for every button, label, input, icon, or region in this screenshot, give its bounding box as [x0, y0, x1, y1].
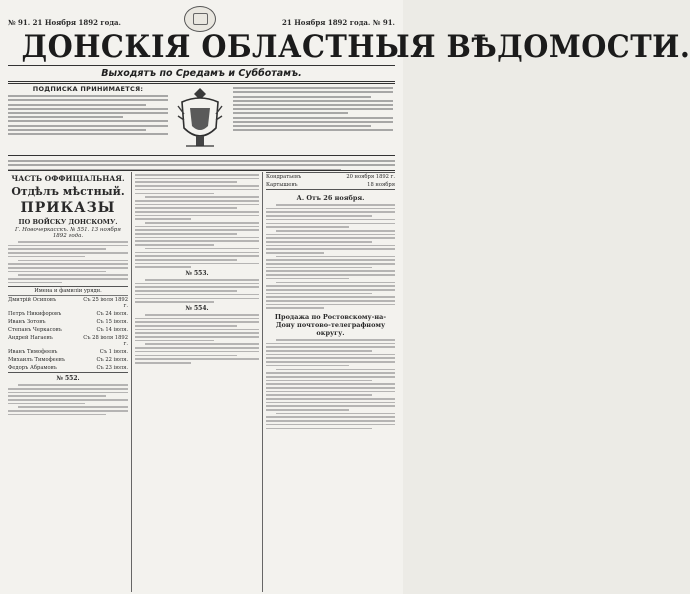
text-line — [266, 296, 395, 298]
table-row — [8, 334, 128, 348]
subscription-info-left — [8, 85, 168, 150]
text-line — [266, 416, 395, 418]
text-line — [135, 286, 259, 288]
table-row — [266, 173, 395, 181]
column-divider — [131, 172, 132, 592]
text-line — [135, 178, 259, 180]
text-line — [135, 347, 259, 349]
text-line — [8, 388, 128, 390]
text-line — [266, 226, 349, 228]
table-row — [8, 356, 128, 364]
text-line — [266, 219, 395, 221]
text-line — [266, 424, 395, 426]
text-line — [266, 274, 395, 276]
table-row — [8, 318, 128, 326]
text-line — [8, 403, 85, 405]
table-body — [266, 173, 395, 189]
text-line — [266, 398, 395, 400]
text-line — [135, 226, 259, 228]
text-line — [8, 164, 395, 166]
text-line — [8, 95, 168, 97]
text-line — [266, 387, 395, 389]
casualty-table — [8, 286, 128, 373]
text-line — [266, 252, 324, 254]
text-line — [266, 357, 395, 359]
text-line — [135, 266, 191, 268]
text-line — [266, 307, 324, 309]
row-name: Федоръ Абрамовъ — [8, 365, 57, 372]
text-line — [233, 108, 393, 110]
text-line — [266, 409, 349, 411]
text-line — [266, 270, 395, 272]
text-line — [233, 117, 393, 119]
column-3 — [266, 172, 395, 592]
text-line — [135, 325, 237, 327]
row-name: Картышевъ — [266, 182, 298, 188]
text-line — [266, 215, 372, 217]
text-line — [8, 104, 146, 106]
text-line — [266, 237, 395, 239]
table-row — [8, 310, 128, 318]
coat-of-arms-icon — [172, 84, 228, 152]
text-line — [135, 290, 237, 292]
text-line — [266, 380, 372, 382]
text-line — [135, 340, 214, 342]
text-line — [135, 211, 259, 213]
orders-heading: ПРИКАЗЫ — [20, 200, 116, 216]
text-line — [145, 314, 259, 316]
text-line — [135, 318, 259, 320]
article-columns — [8, 172, 395, 592]
row-name: Иванъ Зотовъ — [8, 319, 46, 326]
text-line — [135, 255, 259, 257]
text-line — [266, 372, 395, 374]
text-line — [276, 204, 395, 206]
text-line — [8, 278, 128, 280]
text-line — [18, 274, 128, 276]
text-line — [135, 332, 259, 334]
text-line — [8, 282, 62, 284]
text-line — [266, 304, 395, 306]
text-line — [276, 230, 395, 232]
col3-table — [266, 172, 395, 190]
text-line — [266, 350, 372, 352]
text-line — [135, 244, 214, 246]
row-name: Дмитрій Осиповъ — [8, 297, 57, 304]
table-row — [266, 181, 395, 189]
text-line — [266, 361, 395, 363]
text-line — [276, 339, 395, 341]
row-value: Съ 1 іюля. — [99, 349, 128, 356]
newspaper-subtitle: Выходятъ по Средамъ и Субботамъ. — [101, 68, 302, 79]
row-name: Андрей Нагаевъ — [8, 335, 53, 342]
text-line — [233, 121, 393, 123]
text-line — [266, 267, 372, 269]
text-line — [266, 394, 372, 396]
col3-heading-b: Продажа по Ростовскому-на-Дону почтово-телеграфному округу. — [274, 312, 387, 337]
text-line — [266, 241, 372, 243]
text-line — [266, 293, 372, 295]
text-line — [8, 392, 128, 394]
text-line — [135, 229, 259, 231]
row-name: Кондратьевъ — [266, 174, 302, 180]
column-divider — [262, 172, 263, 592]
text-line — [266, 248, 395, 250]
text-line — [266, 428, 372, 430]
subscription-heading: ПОДПИСКА ПРИНИМАЕТСЯ: — [32, 85, 144, 93]
local-section-heading: Отдѣлъ мѣстный. — [11, 185, 125, 198]
row-name: Михаилъ Тимофеевъ — [8, 357, 65, 364]
text-line — [8, 248, 106, 250]
text-line — [266, 343, 395, 345]
text-line — [145, 196, 259, 198]
text-line — [135, 189, 259, 191]
subscription-info-right — [233, 85, 393, 150]
text-line — [135, 193, 214, 195]
text-line — [145, 222, 259, 224]
text-line — [266, 223, 395, 225]
text-line — [276, 282, 395, 284]
row-name: Степанъ Черкасовъ — [8, 327, 62, 334]
text-line — [266, 383, 395, 385]
text-line — [266, 405, 395, 407]
divider — [8, 170, 395, 171]
text-line — [266, 245, 395, 247]
text-line — [8, 256, 85, 258]
row-value: 18 ноября — [367, 182, 395, 188]
row-value: Съ 15 іюля. — [96, 319, 128, 326]
row-value: Съ 23 іюля. — [96, 365, 128, 372]
table-header: Имена и фамиліи урядн. — [8, 287, 128, 296]
orders-date: Г. Новочеркасскъ. № 551. 13 ноября 1892 года. — [15, 227, 121, 239]
text-line — [8, 414, 106, 416]
text-line — [135, 237, 259, 239]
row-value: Съ 28 іюля 1892 г. — [83, 335, 128, 348]
text-line — [276, 413, 395, 415]
text-line — [233, 96, 371, 98]
row-value: Съ 25 іюля 1892 г. — [83, 297, 128, 310]
text-line — [135, 298, 259, 300]
text-line — [266, 208, 395, 210]
text-line — [135, 204, 259, 206]
text-line — [233, 100, 393, 102]
text-line — [8, 125, 168, 127]
row-name: Петръ Никифоровъ — [8, 311, 62, 318]
text-line — [8, 399, 128, 401]
order-number-552: № 552. — [56, 375, 80, 383]
text-line — [135, 336, 259, 338]
text-line — [266, 289, 395, 291]
text-line — [135, 185, 259, 187]
text-line — [233, 91, 393, 93]
text-line — [266, 365, 349, 367]
row-name: Иванъ Тимофеевъ — [8, 349, 58, 356]
text-line — [233, 129, 393, 131]
text-line — [135, 263, 259, 265]
text-line — [145, 279, 259, 281]
text-line — [135, 215, 259, 217]
text-line — [8, 120, 168, 122]
text-line — [8, 410, 128, 412]
table-row — [8, 348, 128, 356]
text-line — [8, 263, 128, 265]
text-line — [266, 211, 395, 213]
text-line — [233, 112, 348, 114]
row-value: Съ 22 іюля. — [96, 357, 128, 364]
text-line — [233, 125, 371, 127]
text-line — [135, 294, 259, 296]
text-line — [135, 218, 191, 220]
text-line — [266, 402, 395, 404]
text-line — [266, 300, 395, 302]
text-line — [8, 116, 123, 118]
text-line — [135, 181, 237, 183]
text-line — [276, 369, 395, 371]
official-part-heading: ЧАСТЬ ОФФИЦІАЛЬНАЯ. — [11, 174, 125, 183]
text-line — [8, 108, 168, 110]
text-line — [18, 241, 128, 243]
text-line — [266, 278, 349, 280]
text-line — [266, 263, 395, 265]
text-line — [8, 129, 146, 131]
text-line — [8, 133, 168, 135]
row-value: 20 ноября 1892 г. — [346, 174, 395, 180]
text-line — [8, 99, 168, 101]
issue-date-right: 21 Ноября 1892 года. № 91. — [282, 18, 395, 27]
newspaper-title: ДОНСКІЯ ОБЛАСТНЫЯ ВѢДОМОСТИ. — [21, 29, 690, 65]
text-line — [135, 252, 259, 254]
text-line — [266, 376, 395, 378]
row-value: Съ 14 іюля. — [96, 327, 128, 334]
divider — [8, 65, 395, 66]
col3-heading-a: А. Отъ 26 ноября. — [296, 194, 365, 202]
text-line — [266, 346, 395, 348]
text-line — [135, 301, 214, 303]
text-line — [135, 233, 237, 235]
text-line — [266, 234, 395, 236]
text-line — [18, 384, 128, 386]
text-line — [135, 329, 259, 331]
column-2 — [135, 172, 259, 592]
text-line — [8, 252, 128, 254]
text-line — [135, 355, 237, 357]
text-line — [135, 259, 237, 261]
table-row — [8, 364, 128, 372]
text-line — [135, 351, 259, 353]
text-line — [135, 174, 259, 176]
text-line — [8, 245, 128, 247]
table-row — [8, 326, 128, 334]
column-1 — [8, 172, 128, 592]
orders-subheading: ПО ВОЙСКУ ДОНСКОМУ. — [18, 218, 118, 226]
text-line — [135, 321, 259, 323]
divider — [8, 155, 395, 156]
text-line — [145, 343, 259, 345]
order-number-553: № 553. — [185, 269, 209, 277]
text-line — [266, 285, 395, 287]
issue-date-left: № 91. 21 Ноября 1892 года. — [8, 18, 121, 27]
text-line — [233, 104, 393, 106]
text-line — [266, 259, 395, 261]
text-line — [266, 420, 395, 422]
text-line — [8, 160, 395, 162]
text-line — [135, 207, 237, 209]
text-line — [135, 362, 191, 364]
text-line — [276, 256, 395, 258]
text-line — [8, 395, 106, 397]
text-line — [135, 283, 259, 285]
order-number-554: № 554. — [185, 304, 209, 312]
text-line — [233, 87, 393, 89]
text-line — [8, 267, 128, 269]
table-row — [8, 296, 128, 310]
text-line — [18, 406, 128, 408]
text-line — [145, 248, 259, 250]
text-line — [8, 271, 106, 273]
text-line — [135, 200, 259, 202]
row-value: Съ 24 іюля. — [96, 311, 128, 318]
text-line — [266, 391, 395, 393]
text-line — [18, 260, 128, 262]
text-line — [266, 354, 395, 356]
text-line — [135, 358, 259, 360]
table-body — [8, 296, 128, 372]
text-line — [8, 112, 168, 114]
text-line — [135, 240, 259, 242]
